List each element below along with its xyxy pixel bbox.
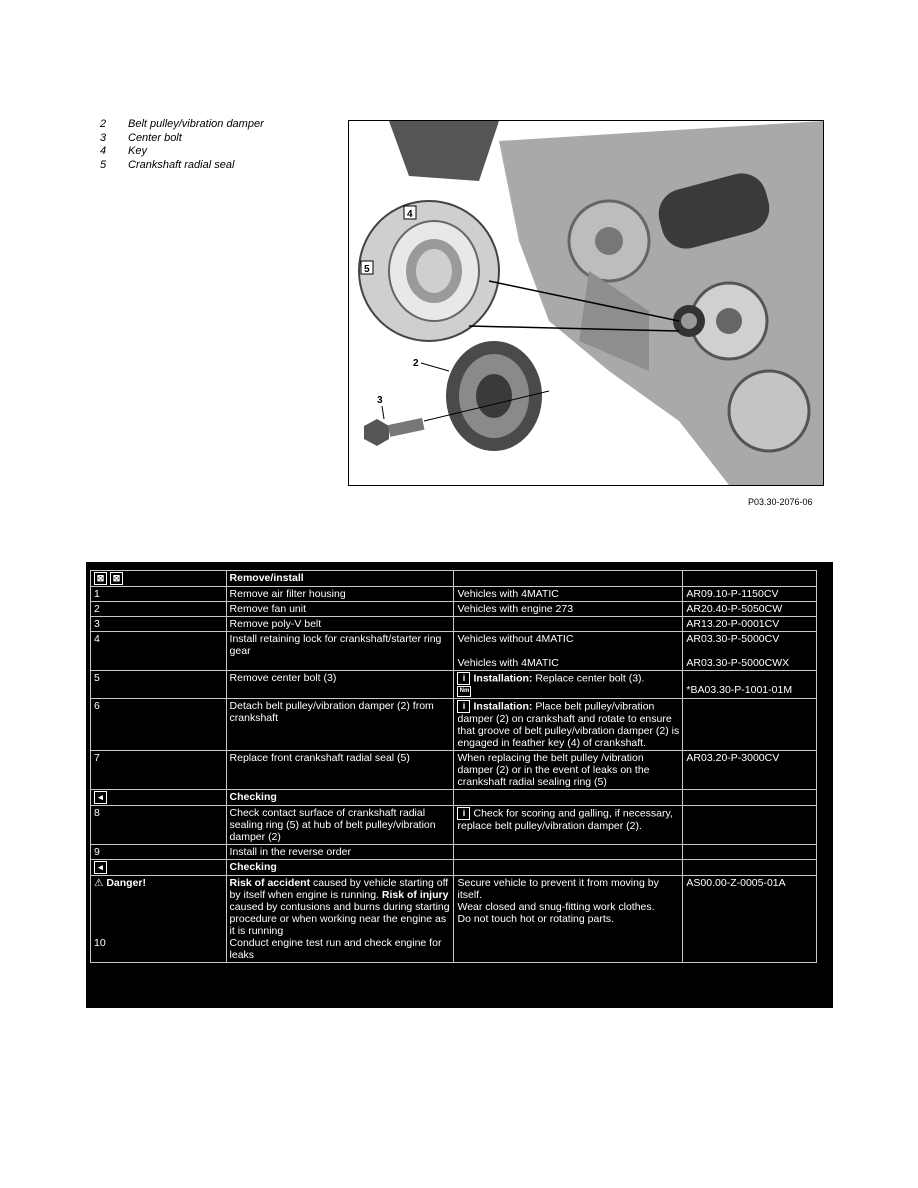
legend-item: 3 Center bolt: [100, 131, 182, 144]
callout-4: 4: [407, 209, 413, 220]
reference-link[interactable]: AR03.30-P-5000CWX: [686, 657, 790, 669]
checking-row: ◂ Checking: [91, 790, 817, 806]
reference-link[interactable]: AR20.40-P-5050CW: [683, 602, 817, 617]
reference-link[interactable]: AR03.20-P-3000CV: [683, 751, 817, 790]
info-icon: i: [457, 807, 470, 820]
table-row: 1 Remove air filter housing Vehicles with 4MATIC AR09.10-P-1150CV: [91, 587, 817, 602]
legend-item: 2 Belt pulley/vibration damper: [100, 118, 264, 130]
reference-link[interactable]: *BA03.30-P-1001-01M: [686, 684, 793, 696]
engine-drawing: [349, 121, 823, 485]
remove-icon: ⊠: [94, 572, 107, 585]
reference-link[interactable]: AS00.00-Z-0005-01A: [683, 876, 817, 963]
torque-icon: Nm: [457, 686, 471, 697]
callout-3: 3: [377, 395, 383, 406]
legend-item: 5 Crankshaft radial seal: [100, 158, 235, 171]
reference-link[interactable]: AR13.20-P-0001CV: [683, 617, 817, 632]
checking-icon: ◂: [94, 861, 107, 874]
table-row: 8 Check contact surface of crankshaft radial sealing ring (5) at hub of belt pulley/vibration damper (2) i Check for scoring and galling, if necessary, replace belt pulley/vibration damper (2).: [91, 806, 817, 845]
procedure-table: [90, 570, 817, 963]
reference-link[interactable]: AR09.10-P-1150CV: [683, 587, 817, 602]
checking-row: ◂ Checking: [91, 860, 817, 876]
table-row: 2 Remove fan unit Vehicles with engine 273 AR20.40-P-5050CW: [91, 602, 817, 617]
warning-icon: ⚠: [94, 877, 104, 889]
procedure-table-panel: [86, 562, 833, 1008]
table-row: 7 Replace front crankshaft radial seal (5) When replacing the belt pulley /vibration damper (2) or in the event of leaks on the crankshaft radial sealing ring (5) AR03.20-P-3000CV: [91, 751, 817, 790]
install-icon: ⊠: [110, 572, 123, 585]
parts-legend: [100, 118, 264, 172]
table-row: 3 Remove poly-V belt AR13.20-P-0001CV: [91, 617, 817, 632]
info-icon: i: [457, 672, 470, 685]
table-row: 9 Install in the reverse order: [91, 845, 817, 860]
table-row: 6 Detach belt pulley/vibration damper (2) from crankshaft i Installation: Place belt pulley/vibration damper (2) on crankshaft and rotate to ensure that groove of belt pulley/vibration damper (2) is engaged in feather key (4) of crankshaft.: [91, 699, 817, 751]
checking-icon: ◂: [94, 791, 107, 804]
callout-2: 2: [413, 358, 419, 369]
legend-item: 4 Key: [100, 145, 147, 157]
callout-5: 5: [364, 264, 370, 275]
table-row: 4 Install retaining lock for crankshaft/starter ring gear Vehicles without 4MATIC Vehicles with 4MATIC AR03.30-P-5000CV AR03.30-P-5000CWX: [91, 632, 817, 671]
table-row: ⚠ Danger! 10 Risk of accident caused by vehicle starting off by itself when engine is running. Risk of injury caused by contusions and burns during starting procedure or when working near the engine as it is running Conduct engine test run and check engine for leaks Secure vehicle to prevent it from moving by itself. Wear closed and snug-fitting work clothes. Do not touch hot or rotating parts. AS00.00-Z-0005-01A: [91, 876, 817, 963]
table-row: 5 Remove center bolt (3) i Installation: Replace center bolt (3). Nm *BA03.30-P-1001-01M: [91, 671, 817, 699]
table-header-row: [91, 571, 817, 587]
engine-illustration: [348, 120, 824, 486]
reference-link[interactable]: AR03.30-P-5000CV: [686, 633, 780, 645]
info-icon: i: [457, 700, 470, 713]
figure-code: P03.30-2076-06: [748, 497, 813, 507]
table-title: Remove/install: [226, 571, 454, 587]
